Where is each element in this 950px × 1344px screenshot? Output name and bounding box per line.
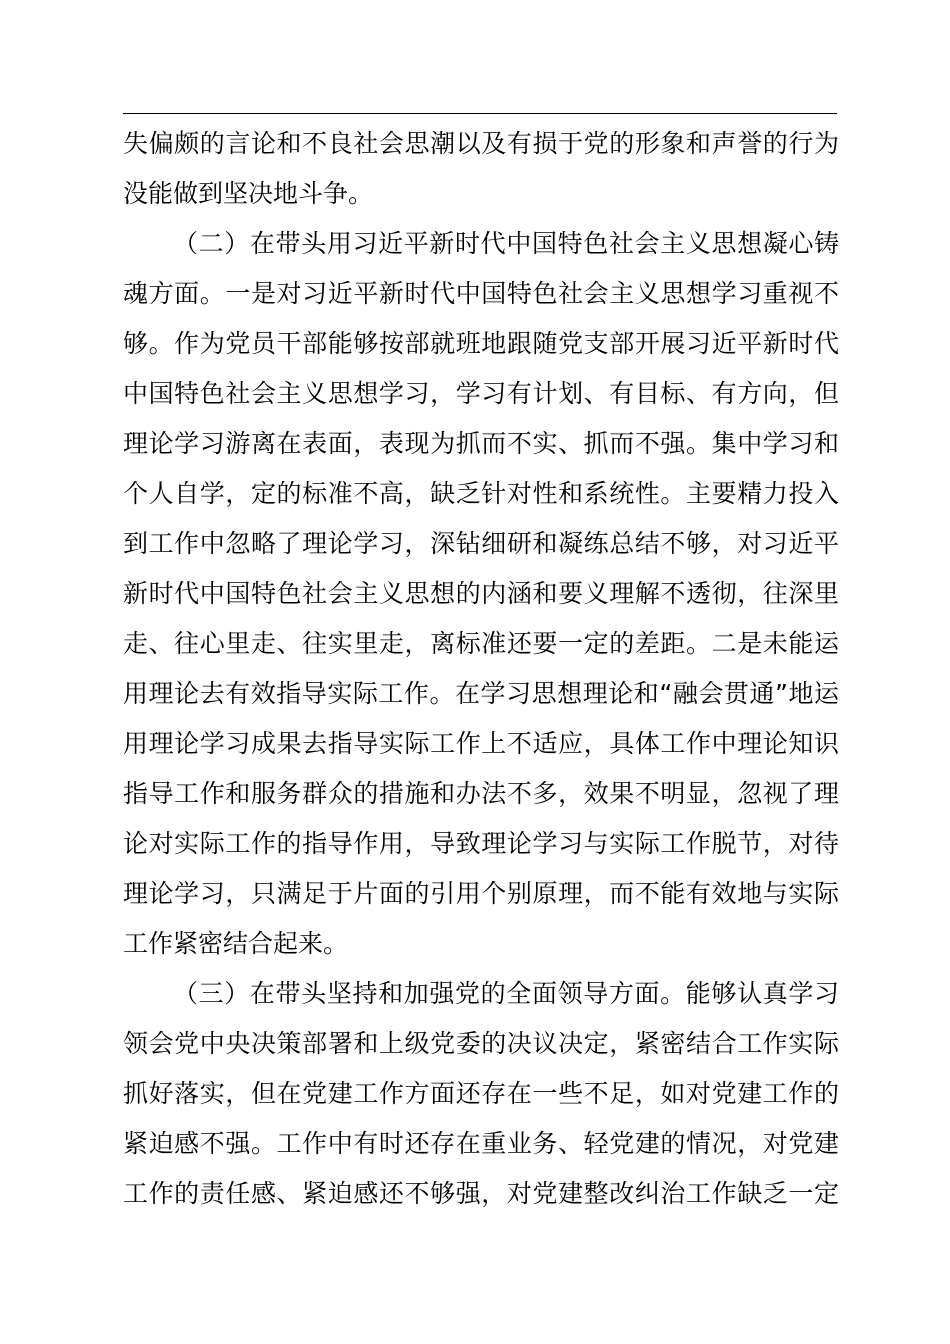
text-line: 工作紧密结合起来。 [123, 929, 349, 958]
text-line: 新时代中国特色社会主义思想的内涵和要义理解不透彻，往深里 [123, 579, 839, 608]
text-line: （二）在带头用习近平新时代中国特色社会主义思想凝心铸 [173, 229, 839, 258]
text-line: 中国特色社会主义思想学习，学习有计划、有目标、有方向，但 [123, 379, 839, 408]
text-line: 用理论去有效指导实际工作。在学习思想理论和“融会贯通”地运 [123, 679, 839, 708]
text-line: 走、往心里走、往实里走，离标准还要一定的差距。二是未能运 [123, 629, 839, 658]
text-line: 失偏颇的言论和不良社会思潮以及有损于党的形象和声誉的行为 [123, 129, 839, 158]
text-line: 个人自学，定的标准不高，缺乏针对性和系统性。主要精力投入 [123, 479, 839, 508]
text-line: 魂方面。一是对习近平新时代中国特色社会主义思想学习重视不 [123, 279, 839, 308]
header-rule [123, 113, 837, 114]
text-line: 够。作为党员干部能够按部就班地跟随党支部开展习近平新时代 [123, 329, 839, 358]
text-line: 论对实际工作的指导作用，导致理论学习与实际工作脱节，对待 [123, 829, 839, 858]
body-text [123, 119, 839, 1219]
text-line: 抓好落实，但在党建工作方面还存在一些不足，如对党建工作的 [123, 1079, 839, 1108]
text-line: 理论学习，只满足于片面的引用个别原理，而不能有效地与实际 [123, 879, 839, 908]
text-line: 工作的责任感、紧迫感还不够强，对党建整改纠治工作缺乏一定 [123, 1179, 839, 1208]
text-line: 没能做到坚决地斗争。 [123, 179, 374, 208]
text-line: 领会党中央决策部署和上级党委的决议决定，紧密结合工作实际 [123, 1029, 839, 1058]
text-line: 用理论学习成果去指导实际工作上不适应，具体工作中理论知识 [123, 729, 839, 758]
text-line: 指导工作和服务群众的措施和办法不多，效果不明显，忽视了理 [123, 779, 839, 808]
text-line: 紧迫感不强。工作中有时还存在重业务、轻党建的情况，对党建 [123, 1129, 839, 1158]
text-line: 到工作中忽略了理论学习，深钻细研和凝练总结不够，对习近平 [123, 529, 839, 558]
text-line: 理论学习游离在表面，表现为抓而不实、抓而不强。集中学习和 [123, 429, 839, 458]
text-line: （三）在带头坚持和加强党的全面领导方面。能够认真学习 [173, 979, 839, 1008]
